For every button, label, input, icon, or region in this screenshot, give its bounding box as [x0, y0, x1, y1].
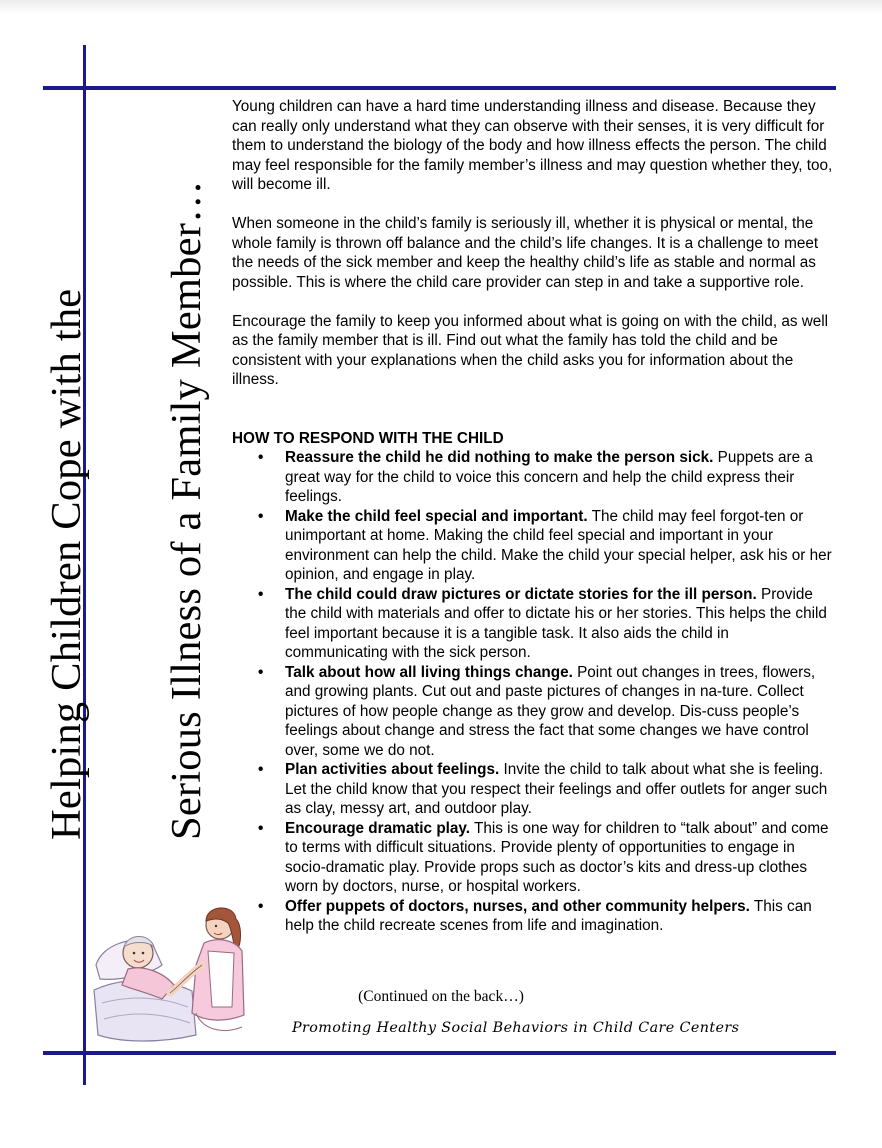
- tip-lead: Reassure the child he did nothing to make the person sick.: [285, 449, 714, 466]
- list-item: [258, 819, 834, 897]
- tip-lead: Encourage dramatic play.: [285, 819, 471, 837]
- vertical-title: [34, 95, 220, 840]
- nurse-patient-illustration: [92, 895, 252, 1050]
- intro-paragraph-3: Encourage the family to keep you informed about what is going on with the child, as well as the family member that is ill. Find out what the family has told the child and be consistent with your explanations when the child asks you for information about the illness.: [232, 312, 829, 388]
- bullet-icon: •: [258, 507, 264, 525]
- list-item: [258, 585, 834, 663]
- tip-text: Provide the child with materials and offer to dictate his or her stories. This helps the child feel important because it is a tangible task. It also aids the child in communicating with the sick person.: [285, 585, 827, 661]
- intro-paragraph-1: Young children can have a hard time understanding illness and disease. Because they can really only understand what they can observe with their senses, it is very difficult for them to understand the biology of the body and how illness effects the person. The child may feel responsible for the family member’s illness and may question whether they, too, will become ill.: [232, 98, 833, 193]
- tip-lead: Offer puppets of doctors, nurses, and other community helpers.: [285, 897, 750, 915]
- footer-tagline: Promoting Healthy Social Behaviors in Child Care Centers: [292, 1020, 740, 1036]
- section-heading: HOW TO RESPOND WITH THE CHILD: [232, 429, 504, 447]
- intro-paragraph-2: When someone in the child’s family is seriously ill, whether it is physical or mental, the whole family is thrown off balance and the child’s life changes. It is a challenge to meet the needs of the sick member and keep the healthy child’s life as stable and normal as possible. This is where the child care provider can step in and take a supportive role.: [232, 215, 819, 291]
- tips-list: [232, 448, 834, 936]
- bottom-rule: [43, 1051, 836, 1055]
- tip-lead: Talk about how all living things change.: [285, 663, 573, 681]
- tip-lead: Plan activities about feelings.: [285, 761, 500, 778]
- continued-note: (Continued on the back…): [358, 988, 524, 1005]
- top-rule: [43, 86, 836, 90]
- bullet-icon: •: [258, 449, 264, 466]
- bullet-icon: •: [258, 897, 264, 915]
- list-item: [258, 507, 834, 585]
- article-body: [232, 97, 834, 936]
- bullet-icon: •: [258, 761, 264, 778]
- bullet-icon: •: [258, 819, 264, 837]
- tip-text: The child may feel forgot-ten or unimportant at home. Making the child feel special and important in your environment can help the child. Make the child your special helper, ask his or her opinion, and engage in play.: [285, 507, 832, 583]
- bullet-icon: •: [258, 585, 264, 603]
- tip-lead: Make the child feel special and important.: [285, 507, 588, 525]
- tip-text: Puppets are a great way for the child to voice this concern and help the child express their feelings.: [285, 449, 813, 505]
- list-item: [258, 760, 834, 819]
- tip-text: Point out changes in trees, flowers, and growing plants. Cut out and paste pictures of changes in na-ture. Collect pictures of how people change as they grow and develop. Dis-cuss people’s feelings about change and stress the fact that some changes we have control over, some we do not.: [285, 663, 816, 759]
- title-line-1: Helping Children Cope with the: [43, 288, 90, 840]
- tip-text: This is one way for children to “talk about” and come to terms with difficult situations. Provide plenty of opportunities to engage in socio-dramatic play. Provide props such as doctor’s kits and dress-up clothes worn by doctors, nurse, or hospital workers.: [285, 819, 829, 895]
- list-item: [258, 448, 834, 507]
- bullet-icon: •: [258, 663, 264, 681]
- tip-text: Invite the child to talk about what she is feeling. Let the child know that you respect their feelings and offer outlets for anger such as clay, messy art, and outdoor play.: [285, 761, 828, 817]
- list-item: [258, 897, 834, 936]
- list-item: [258, 663, 834, 761]
- title-line-2: Serious Illness of a Family Member…: [163, 180, 210, 840]
- page-top-shadow: [0, 0, 882, 14]
- tip-lead: The child could draw pictures or dictate stories for the ill person.: [285, 585, 757, 603]
- tip-text: This can help the child recreate scenes from life and imagination.: [285, 897, 812, 934]
